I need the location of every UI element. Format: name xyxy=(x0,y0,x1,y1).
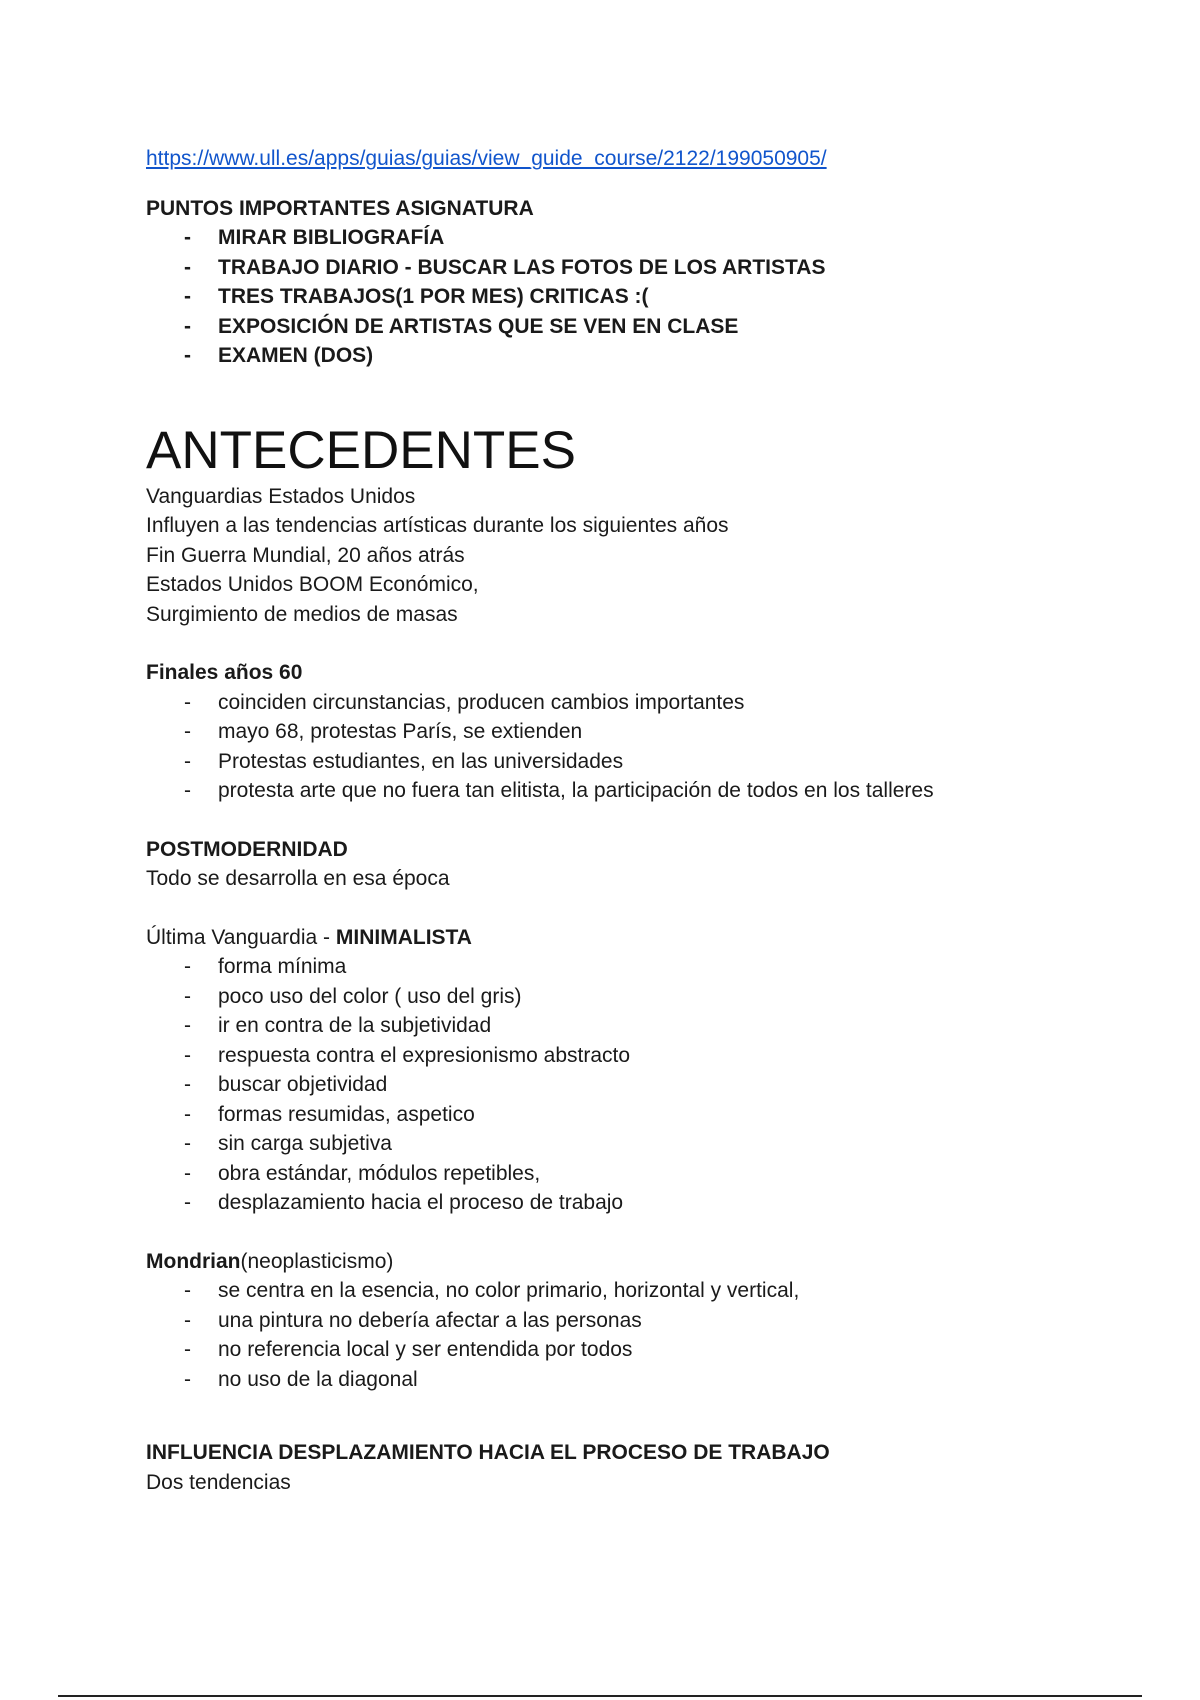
text-line: Vanguardias Estados Unidos xyxy=(146,484,416,508)
spacer xyxy=(146,894,1146,923)
minimalista-heading xyxy=(146,923,1146,953)
influencia-heading: INFLUENCIA DESPLAZAMIENTO HACIA EL PROCESO DE TRABAJO xyxy=(146,1441,830,1464)
minimalista-bold: MINIMALISTA xyxy=(335,925,472,949)
spacer xyxy=(146,1218,1146,1247)
list-item: - respuesta contra el expresionismo abstracto xyxy=(184,1041,1146,1071)
text-line: Estados Unidos BOOM Económico, xyxy=(146,573,479,596)
list-item: - mayo 68, protestas París, se extienden xyxy=(184,717,1146,747)
mondrian-bold: Mondrian xyxy=(146,1249,241,1273)
mondrian-heading xyxy=(146,1247,1146,1277)
list-item: - protesta arte que no fuera tan elitista, la participación de todos en los talleres xyxy=(184,776,1146,806)
finales-list xyxy=(146,688,1146,806)
list-item: - poco uso del color ( uso del gris) xyxy=(184,982,1146,1012)
mondrian-list xyxy=(146,1276,1146,1394)
list-item: - buscar objetividad xyxy=(184,1070,1146,1100)
document-content xyxy=(146,144,1146,1497)
list-item: - EXPOSICIÓN DE ARTISTAS QUE SE VEN EN CLASE xyxy=(184,312,1146,342)
course-guide-link[interactable]: https://www.ull.es/apps/guias/guias/view_guide_course/2122/199050905/ xyxy=(146,147,827,170)
list-item: - TRES TRABAJOS(1 POR MES) CRITICAS :( xyxy=(184,282,1146,312)
influencia-text: Dos tendencias xyxy=(146,1470,291,1494)
list-item: - no referencia local y ser entendida por todos xyxy=(184,1335,1146,1365)
minimalista-prefix: Última Vanguardia - xyxy=(146,925,336,949)
minimalista-list xyxy=(146,952,1146,1218)
spacer xyxy=(146,629,1146,658)
antecedentes-title: ANTECEDENTES xyxy=(146,420,576,480)
spacer xyxy=(146,1394,1146,1438)
list-item: - una pintura no debería afectar a las personas xyxy=(184,1306,1146,1336)
page-bottom-rule xyxy=(58,1695,1142,1697)
puntos-heading: PUNTOS IMPORTANTES ASIGNATURA xyxy=(146,196,534,220)
mondrian-suffix: (neoplasticismo) xyxy=(240,1249,394,1273)
list-item: - forma mínima xyxy=(184,952,1146,982)
list-item: - ir en contra de la subjetividad xyxy=(184,1011,1146,1041)
list-item: - TRABAJO DIARIO - BUSCAR LAS FOTOS DE LOS ARTISTAS xyxy=(184,253,1146,283)
list-item: - no uso de la diagonal xyxy=(184,1365,1146,1395)
postmodernidad-text: Todo se desarrolla en esa época xyxy=(146,867,450,890)
list-item: - desplazamiento hacia el proceso de trabajo xyxy=(184,1188,1146,1218)
list-item: - EXAMEN (DOS) xyxy=(184,341,1146,371)
list-item: - obra estándar, módulos repetibles, xyxy=(184,1159,1146,1189)
list-item: - Protestas estudiantes, en las universidades xyxy=(184,747,1146,777)
list-item: - formas resumidas, aspetico xyxy=(184,1100,1146,1130)
antecedentes-lines xyxy=(146,482,1146,630)
list-item: - MIRAR BIBLIOGRAFÍA xyxy=(184,223,1146,253)
finales-heading: Finales años 60 xyxy=(146,661,303,684)
list-item: - sin carga subjetiva xyxy=(184,1129,1146,1159)
puntos-list xyxy=(146,223,1146,371)
text-line: Influyen a las tendencias artísticas durante los siguientes años xyxy=(146,514,729,537)
spacer xyxy=(146,806,1146,835)
postmodernidad-heading: POSTMODERNIDAD xyxy=(146,837,348,861)
spacer xyxy=(146,371,1146,420)
text-line: Fin Guerra Mundial, 20 años atrás xyxy=(146,543,465,567)
text-line: Surgimiento de medios de masas xyxy=(146,602,458,626)
list-item: - coinciden circunstancias, producen cambios importantes xyxy=(184,688,1146,718)
list-item: - se centra en la esencia, no color primario, horizontal y vertical, xyxy=(184,1276,1146,1306)
spacer xyxy=(146,174,1146,194)
